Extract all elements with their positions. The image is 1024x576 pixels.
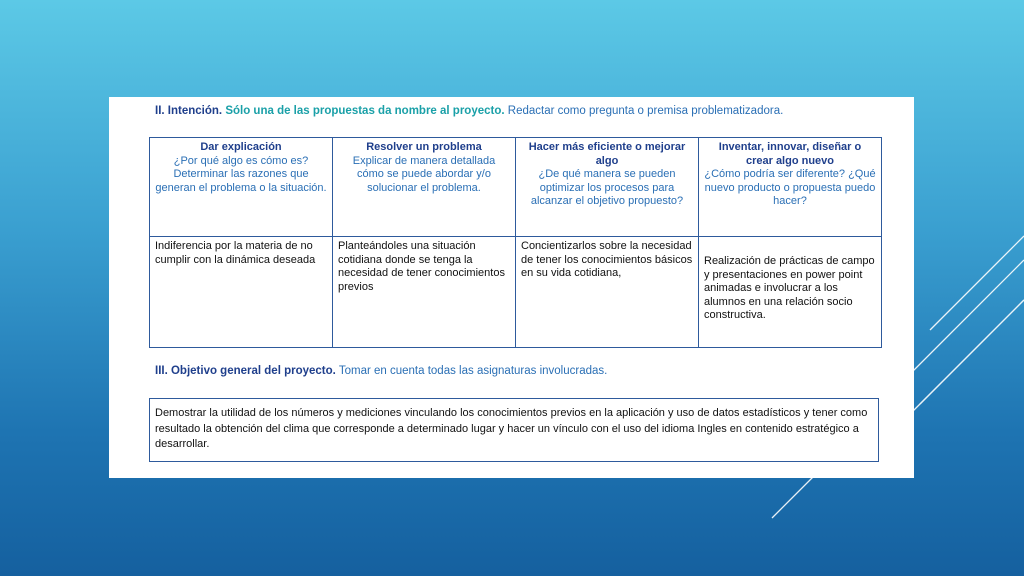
answer-text: Realización de prácticas de campo y presentaciones en power point animadas e involucrar a los alumnos en una relación socio constructiva.	[704, 255, 875, 321]
section-intention-heading	[155, 105, 783, 117]
section-label: Intención.	[167, 105, 223, 117]
section-instruction: Redactar como pregunta o premisa problematizadora.	[507, 105, 784, 117]
header-cell	[699, 138, 882, 237]
column-subtitle: ¿Por qué algo es cómo es? Determinar las razones que generan el problema o la situación.	[155, 154, 327, 194]
section-number: III.	[155, 365, 168, 377]
answer-cell: Concientizarlos sobre la necesidad de tener los conocimientos básicos en su vida cotidiana,	[516, 237, 699, 348]
section-highlight: Sólo una de las propuestas da nombre al proyecto.	[225, 105, 505, 117]
column-subtitle: Explicar de manera detallada cómo se puede abordar y/o solucionar el problema.	[352, 154, 496, 194]
objective-box: Demostrar la utilidad de los números y mediciones vinculando los conocimientos previos en la aplicación y uso de datos estadísticos y tener como resultado la obtención del clima que corresponde a determinado lugar y hacer un vínculo con el uso del idioma Ingles en contenido estratégico a desarrollar.	[149, 398, 879, 462]
section-number: II.	[155, 105, 165, 117]
document-image	[109, 97, 914, 478]
answer-cell	[699, 237, 882, 348]
answer-cell: Indiferencia por la materia de no cumplir con la dinámica deseada	[150, 237, 333, 348]
section-objective-heading	[155, 365, 607, 377]
table-row	[150, 237, 882, 348]
header-cell	[150, 138, 333, 237]
section-label: Objetivo general del proyecto.	[170, 365, 336, 377]
table-header-row	[150, 138, 882, 237]
column-title: Hacer más eficiente o mejorar algo	[528, 141, 686, 167]
section-instruction: Tomar en cuenta todas las asignaturas involucradas.	[338, 365, 608, 377]
header-cell	[516, 138, 699, 237]
column-title: Resolver un problema	[366, 141, 482, 153]
column-subtitle: ¿Cómo podría ser diferente? ¿Qué nuevo producto o propuesta puedo hacer?	[704, 168, 876, 207]
column-title: Dar explicación	[200, 141, 282, 153]
intention-table	[149, 137, 882, 348]
header-cell	[333, 138, 516, 237]
column-title: Inventar, innovar, diseñar o crear algo nuevo	[718, 141, 862, 167]
column-subtitle: ¿De qué manera se pueden optimizar los procesos para alcanzar el objetivo propuesto?	[530, 168, 684, 207]
answer-cell: Planteándoles una situación cotidiana donde se tenga la necesidad de tener conocimientos previos	[333, 237, 516, 348]
